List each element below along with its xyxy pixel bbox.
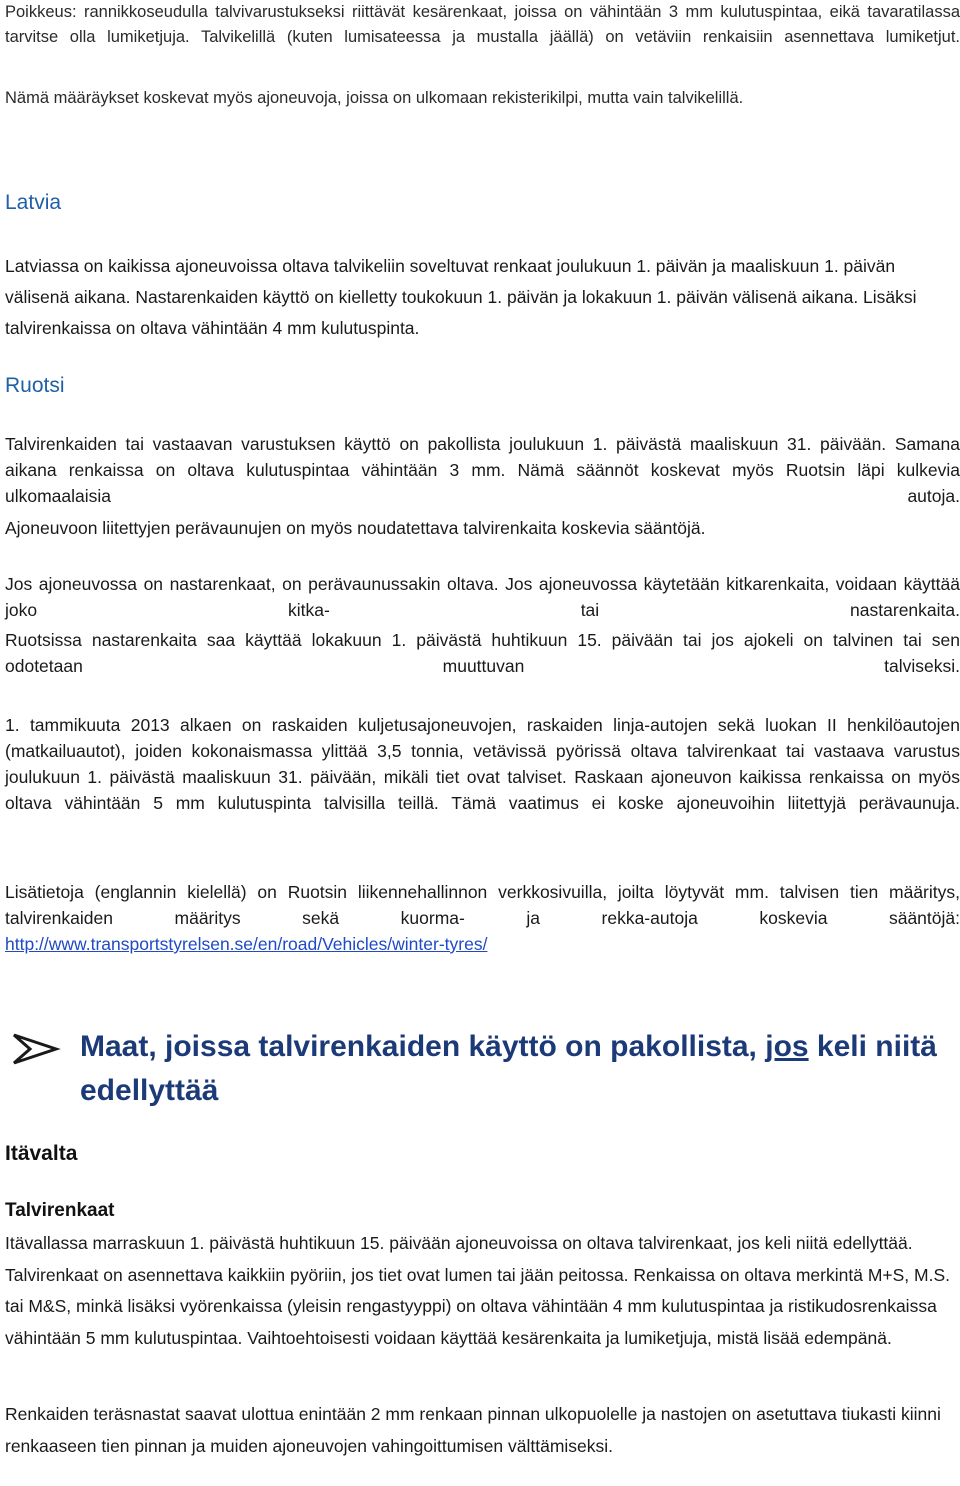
sweden-paragraph-6 (5, 879, 960, 983)
transportstyrelsen-link[interactable]: http://www.transportstyrelsen.se/en/road/Vehicles/winter-tyres/ (5, 934, 488, 954)
intro-paragraph-2: Nämä määräykset koskevat myös ajoneuvoja, joissa on ulkomaan rekisterikilpi, mutta vain talvikelillä. (5, 89, 744, 107)
intro-paragraph-1: Poikkeus: rannikkoseudulla talvivarustukseksi riittävät kesärenkaat, joissa on vähintään 3 mm kulutuspintaa, eikä tavaratilassa tarvitse olla lumiketjuja. Talvikelillä (kuten lumisateessa ja mustalla jäällä) on vetäviin renkaisiin asennettava lumiketjut. (5, 3, 960, 46)
austria-paragraph-1: Itävallassa marraskuun 1. päivästä huhtikuun 15. päivään ajoneuvoissa on oltava talvirenkaat, jos keli niitä edellyttää. Talvirenkaat on asennettava kaikkiin pyöriin, jos tiet ovat lumen tai jään peitossa. Renkaissa on oltava merkintä M+S, M.S. tai M&S, minkä lisäksi vyörenkaissa (yleisin rengastyyppi) on oltava vähintään 4 mm kulutuspintaa ja ristikudosrenkaissa vähintään 5 mm kulutuspintaa. Vaihtoehtoisesti voidaan käyttää kesärenkaita ja lumiketjuja, mistä lisää edempänä. (5, 1233, 950, 1348)
heading-latvia: Latvia (5, 191, 62, 214)
heading-austria: Itävalta (5, 1142, 78, 1165)
latvia-paragraph: Latviassa on kaikissa ajoneuvoissa oltava talvikeliin soveltuvat renkaat joulukuun 1. päivän ja maaliskuun 1. päivän välisenä aikana. Nastarenkaiden käyttö on kielletty toukokuun 1. päivän ja lokakuun 1. päivän välisenä aikana. Lisäksi talvirenkaissa on oltava vähintään 4 mm kulutuspinta. (5, 256, 917, 338)
sweden-paragraph-6-text: Lisätietoja (englannin kielellä) on Ruotsin liikennehallinnon verkkosivuilla, joilta löytyvät mm. talvisen tien määritys, talvirenkaiden määritys sekä kuorma- ja rekka-autoja koskevia sääntöjä: (5, 882, 960, 928)
sweden-paragraph-5: 1. tammikuuta 2013 alkaen on raskaiden kuljetusajoneuvojen, raskaiden linja-autojen sekä luokan II henkilöautojen (matkailuautot), joiden kokonaismassa ylittää 3,5 tonnia, vetävissä pyörissä oltava talvirenkaat tai vastaava varustus joulukuun 1. päivästä maaliskuun 31. päivään, mikäli tiet ovat talviset. Raskaan ajoneuvon kaikissa renkaissa on myös oltava vähintään 5 mm kulutuspinta talvisilla teillä. Tämä vaatimus ei koske ajoneuvoihin liitettyjä perävaunuja. (5, 715, 960, 813)
sweden-paragraph-3: Jos ajoneuvossa on nastarenkaat, on perävaunussakin oltava. Jos ajoneuvossa käytetään kitkarenkaita, voidaan käyttää joko kitka- tai nastarenkaita. (5, 574, 960, 620)
austria-paragraph-2: Renkaiden teräsnastat saavat ulottua enintään 2 mm renkaan pinnan ulkopuolelle ja nastojen on asetuttava tiukasti kiinni renkaaseen tien pinnan ja muiden ajoneuvojen vahingoittumisen välttämiseksi. (5, 1404, 941, 1456)
sweden-paragraph-4: Ruotsissa nastarenkaita saa käyttää lokakuun 1. päivästä huhtikuun 15. päivään tai jos ajokeli on talvinen tai sen odotetaan muuttuvan talviseksi. (5, 630, 960, 676)
section-heading-part2: keli niitä edellyttää (80, 1030, 937, 1107)
section-heading-jos: jos (765, 1030, 809, 1063)
heading-sweden: Ruotsi (5, 374, 65, 397)
section-heading-text (80, 1025, 960, 1113)
arrow-bullet-icon (10, 1031, 62, 1067)
sweden-paragraph-1: Talvirenkaiden tai vastaavan varustuksen käyttö on pakollista joulukuun 1. päivästä maaliskuun 31. päivään. Samana aikana renkaissa on oltava kulutuspintaa vähintään 3 mm. Nämä säännöt koskevat myös Ruotsin läpi kulkevia ulkomaalaisia autoja. (5, 434, 960, 506)
subheading-winter-tyres: Talvirenkaat (5, 1200, 115, 1221)
sweden-paragraph-2: Ajoneuvoon liitettyjen perävaunujen on myös noudatettava talvirenkaita koskevia sääntöjä. (5, 518, 706, 538)
section-heading-part1: Maat, joissa talvirenkaiden käyttö on pakollista, (80, 1030, 766, 1063)
